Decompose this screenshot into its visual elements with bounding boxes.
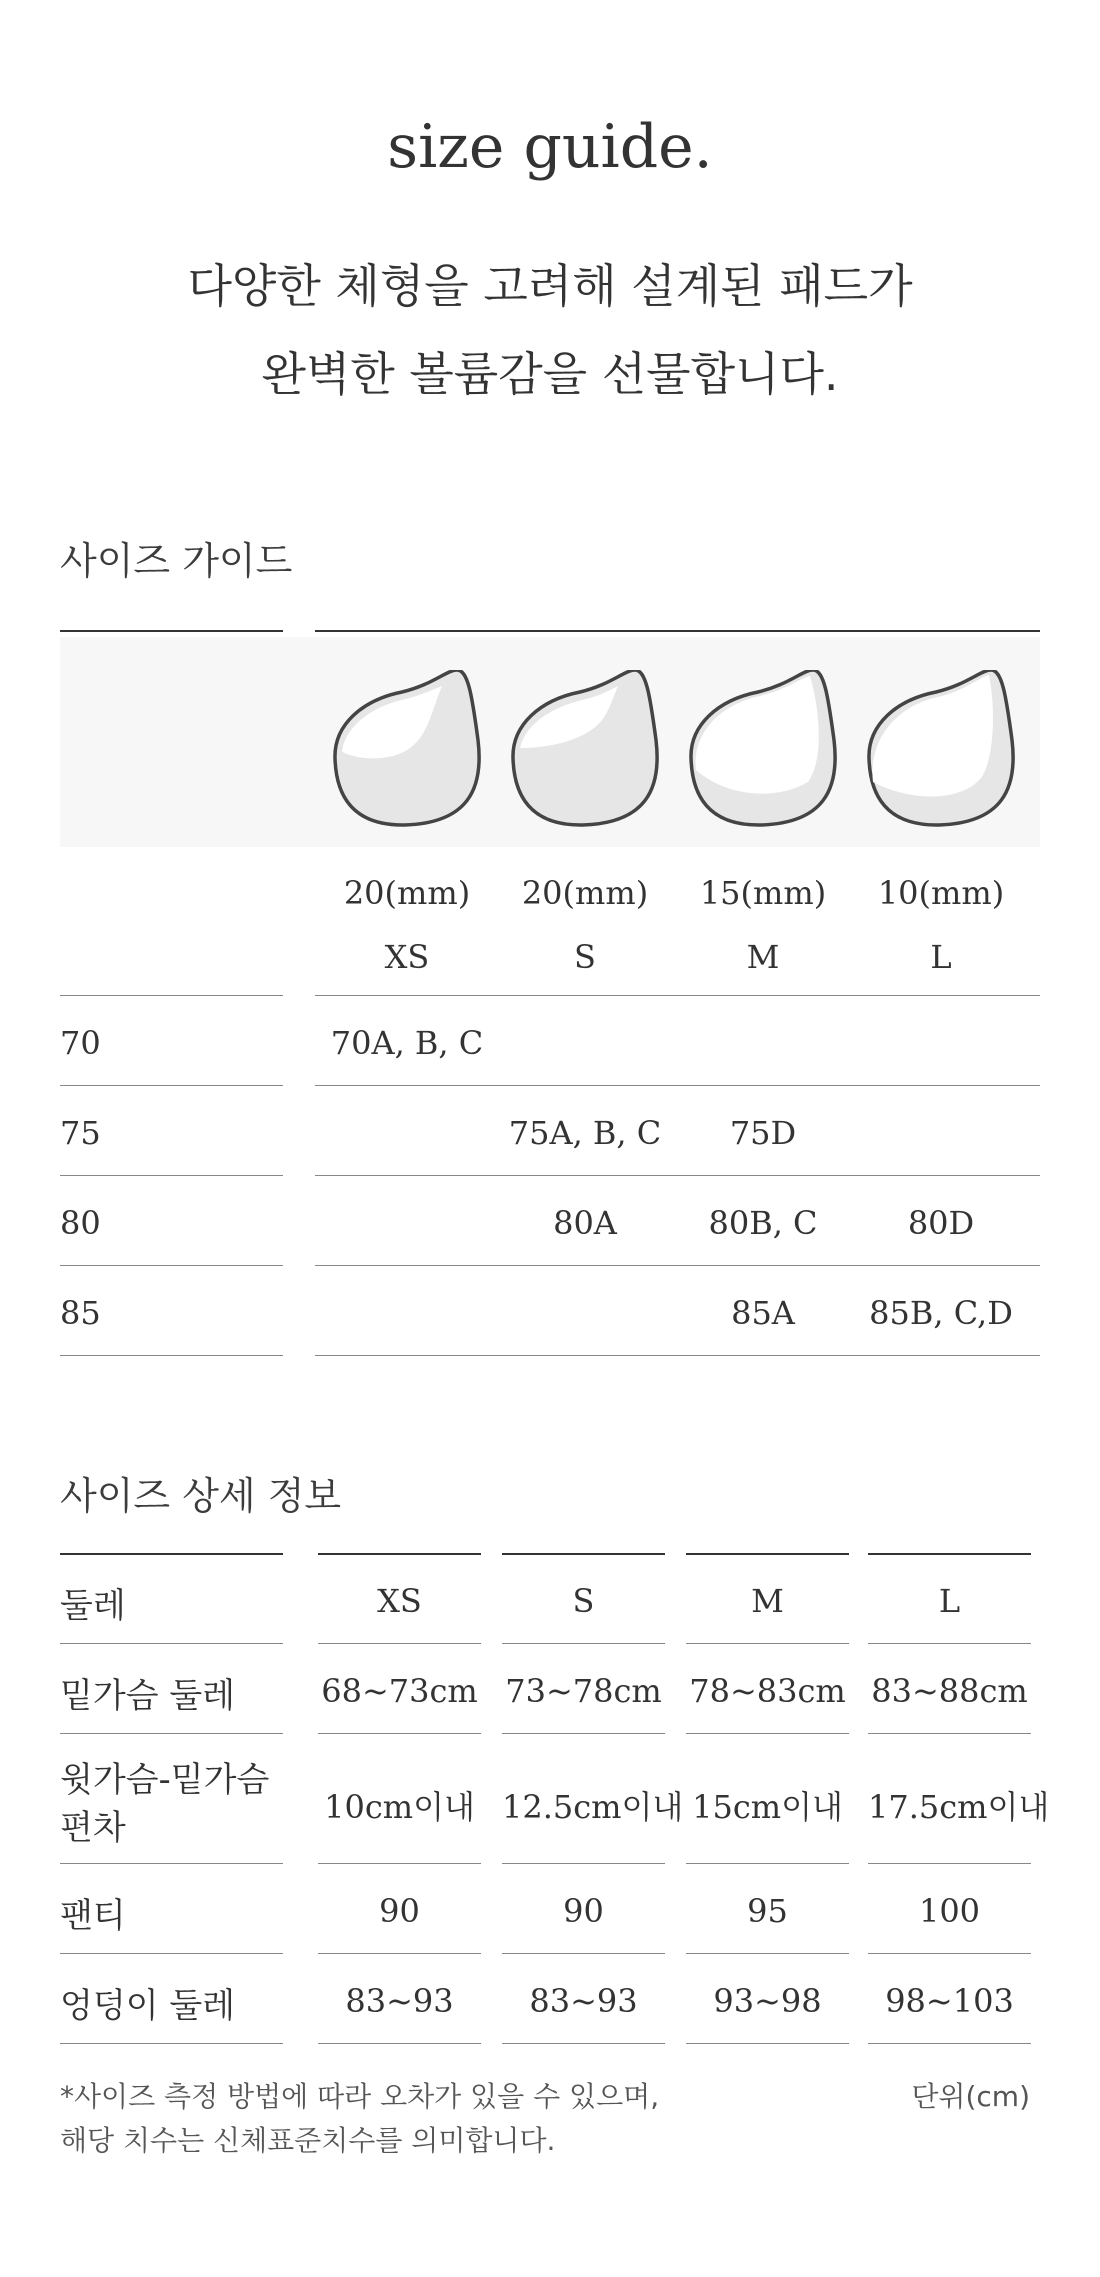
detail-value: 83~93	[345, 1982, 454, 2020]
divider	[315, 1355, 1040, 1356]
pad-thickness-m: 15(mm)	[699, 874, 827, 912]
pad-m-illustration	[688, 670, 838, 830]
divider	[60, 1175, 283, 1176]
detail-size-s: S	[572, 1582, 595, 1620]
divider	[60, 1863, 283, 1864]
divider	[315, 1085, 1040, 1086]
detail-row-label: 윗가슴-밑가슴	[60, 1760, 270, 1800]
divider	[868, 1553, 1031, 1555]
divider	[868, 2043, 1031, 2044]
pad-size-s: S	[574, 938, 596, 976]
divider	[868, 1733, 1031, 1734]
guide-cell: 85B, C,D	[869, 1294, 1013, 1332]
detail-value: 78~83cm	[689, 1672, 846, 1710]
guide-cell: 75D	[729, 1114, 797, 1152]
pad-size-l: L	[930, 938, 952, 976]
detail-header-label: 둘레	[60, 1586, 126, 1626]
guide-cell: 80B, C	[708, 1204, 818, 1242]
divider	[502, 1863, 665, 1864]
divider	[686, 2043, 849, 2044]
size-guide-heading: 사이즈 가이드	[60, 539, 293, 583]
detail-value: 90	[563, 1892, 604, 1930]
divider	[60, 1953, 283, 1954]
unit-label: 단위(cm)	[911, 2080, 1030, 2113]
divider	[502, 1733, 665, 1734]
detail-value: 100	[918, 1892, 981, 1930]
divider	[868, 1863, 1031, 1864]
pad-size-xs: XS	[384, 938, 430, 976]
pad-thickness-xs: 20(mm)	[343, 874, 471, 912]
detail-value: 90	[379, 1892, 420, 1930]
divider	[318, 1953, 481, 1954]
detail-value: 98~103	[885, 1982, 1014, 2020]
detail-value: 68~73cm	[321, 1672, 478, 1710]
detail-row-label: 팬티	[60, 1896, 126, 1936]
divider	[60, 1355, 283, 1356]
detail-row-label: 밑가슴 둘레	[60, 1676, 236, 1716]
divider	[60, 2043, 283, 2044]
divider	[315, 1175, 1040, 1176]
band-size-label: 75	[60, 1114, 101, 1152]
divider	[318, 1553, 481, 1555]
divider	[60, 1733, 283, 1734]
divider	[60, 1085, 283, 1086]
divider	[686, 1643, 849, 1644]
pad-thickness-s: 20(mm)	[521, 874, 649, 912]
pad-xs-illustration	[332, 670, 482, 830]
detail-value: 15cm이내	[692, 1788, 843, 1826]
detail-value: 95	[747, 1892, 788, 1930]
divider	[502, 1553, 665, 1555]
divider	[60, 1643, 283, 1644]
detail-size-l: L	[938, 1582, 961, 1620]
divider	[60, 995, 283, 996]
detail-value: 93~98	[713, 1982, 822, 2020]
divider	[318, 2043, 481, 2044]
divider	[318, 1863, 481, 1864]
pad-s-illustration	[510, 670, 660, 830]
divider	[686, 1953, 849, 1954]
divider	[502, 1643, 665, 1644]
note-line-1: *사이즈 측정 방법에 따라 오차가 있을 수 있으며,	[60, 2080, 660, 2113]
divider	[686, 1863, 849, 1864]
measurement-note	[60, 2075, 659, 2163]
detail-size-m: M	[751, 1582, 784, 1620]
divider	[502, 1953, 665, 1954]
detail-value: 10cm이내	[324, 1788, 475, 1826]
band-size-label: 80	[60, 1204, 101, 1242]
divider	[60, 1265, 283, 1266]
divider	[60, 1553, 283, 1555]
guide-cell: 75A, B, C	[508, 1114, 662, 1152]
divider	[315, 630, 1040, 632]
band-size-label: 70	[60, 1024, 101, 1062]
detail-size-xs: XS	[377, 1582, 422, 1620]
divider	[502, 2043, 665, 2044]
page-title: size guide.	[387, 112, 713, 182]
guide-cell: 85A	[731, 1294, 795, 1332]
divider	[315, 1265, 1040, 1266]
band-size-label: 85	[60, 1294, 101, 1332]
detail-value: 17.5cm이내	[868, 1788, 1050, 1826]
divider	[318, 1733, 481, 1734]
guide-cell: 80A	[553, 1204, 617, 1242]
detail-row-label: 엉덩이 둘레	[60, 1986, 236, 2026]
detail-value: 83~93	[529, 1982, 638, 2020]
guide-cell: 70A, B, C	[330, 1024, 484, 1062]
detail-value: 83~88cm	[871, 1672, 1028, 1710]
divider	[315, 995, 1040, 996]
pad-size-m: M	[746, 938, 780, 976]
divider	[686, 1553, 849, 1555]
size-detail-heading: 사이즈 상세 정보	[60, 1474, 342, 1518]
pad-thickness-l: 10(mm)	[877, 874, 1005, 912]
intro-line-2: 완벽한 볼륨감을 선물합니다.	[261, 347, 839, 401]
detail-value: 12.5cm이내	[502, 1788, 684, 1826]
intro-line-1: 다양한 체형을 고려해 설계된 패드가	[187, 259, 913, 313]
detail-value: 73~78cm	[505, 1672, 662, 1710]
detail-row-label-line2: 편차	[60, 1808, 126, 1848]
guide-cell: 80D	[907, 1204, 975, 1242]
divider	[318, 1643, 481, 1644]
divider	[686, 1733, 849, 1734]
note-line-2: 해당 치수는 신체표준치수를 의미합니다.	[60, 2124, 556, 2157]
divider	[868, 1953, 1031, 1954]
divider	[868, 1643, 1031, 1644]
pad-l-illustration	[866, 670, 1016, 830]
divider	[60, 630, 283, 632]
